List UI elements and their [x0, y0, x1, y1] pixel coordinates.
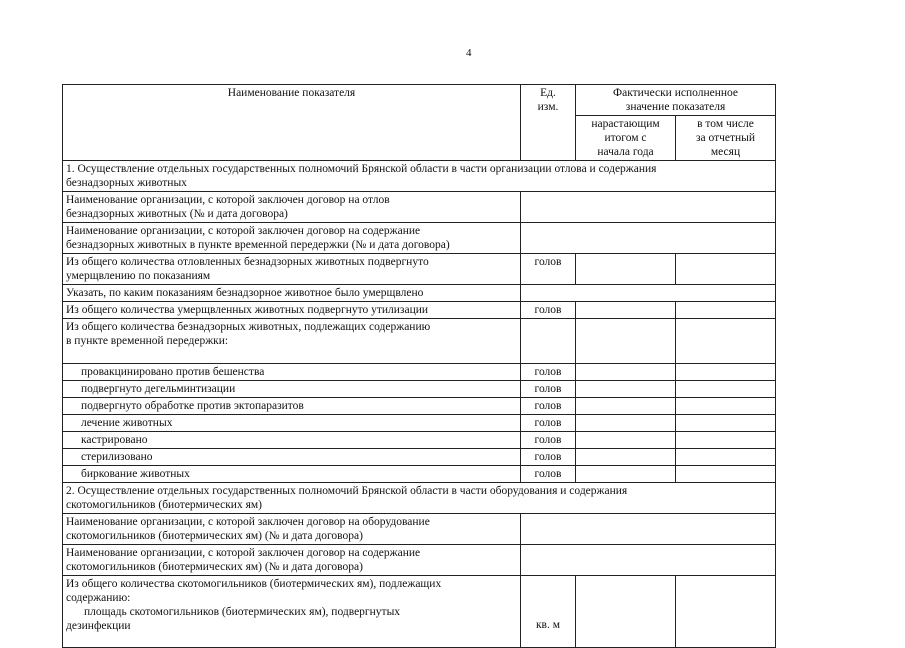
row-label-continuation: дезинфекции	[66, 620, 131, 632]
header-unit: Ед. изм.	[521, 85, 576, 161]
unit-cell: голов	[521, 364, 576, 381]
value-cell-month[interactable]	[676, 449, 776, 466]
value-cell-cumulative[interactable]	[576, 415, 676, 432]
value-cell-cumulative[interactable]	[576, 302, 676, 319]
value-cell[interactable]	[521, 514, 776, 545]
row-label: Из общего количества скотомогильников (биотермических ям), подлежащих содержанию:	[66, 578, 442, 604]
value-cell-month[interactable]	[676, 466, 776, 483]
header-cumulative: нарастающим итогом с начала года	[576, 116, 676, 161]
value-cell-cumulative[interactable]	[576, 381, 676, 398]
row-label: Из общего количества безнадзорных животных, подлежащих содержанию в пункте временной передержки:	[63, 319, 521, 364]
value-cell-month[interactable]	[676, 319, 776, 364]
section-2-title: 2. Осуществление отдельных государственных полномочий Брянской области в части оборудования и содержания скотомогильников (биотермических ям)	[63, 483, 776, 514]
value-cell-month[interactable]	[676, 364, 776, 381]
row-label: Наименование организации, с которой заключен договор на содержание безнадзорных животных в пункте временной передержки (№ и дата договора)	[63, 223, 521, 254]
value-cell-month[interactable]	[676, 415, 776, 432]
section-1-title: 1. Осуществление отдельных государственных полномочий Брянской области в части организации отлова и содержания безнадзорных животных	[63, 161, 776, 192]
value-cell[interactable]	[521, 545, 776, 576]
value-cell[interactable]	[521, 192, 776, 223]
value-cell-month[interactable]	[676, 254, 776, 285]
row-label: Наименование организации, с которой заключен договор на отлов безнадзорных животных (№ и дата договора)	[63, 192, 521, 223]
value-cell-month[interactable]	[676, 432, 776, 449]
header-indicator-name: Наименование показателя	[63, 85, 521, 161]
row-label: провакцинировано против бешенства	[63, 364, 521, 381]
value-cell-cumulative[interactable]	[576, 319, 676, 364]
page-number: 4	[466, 47, 472, 59]
header-reporting-month: в том числе за отчетный месяц	[676, 116, 776, 161]
value-cell-month[interactable]	[676, 576, 776, 648]
value-cell-cumulative[interactable]	[576, 254, 676, 285]
value-cell-cumulative[interactable]	[576, 449, 676, 466]
unit-cell: голов	[521, 432, 576, 449]
unit-cell: голов	[521, 302, 576, 319]
value-cell-month[interactable]	[676, 381, 776, 398]
unit-cell: голов	[521, 466, 576, 483]
unit-cell	[521, 319, 576, 364]
unit-cell: голов	[521, 254, 576, 285]
header-actual-value: Фактически исполненное значение показателя	[576, 85, 776, 116]
value-cell-month[interactable]	[676, 302, 776, 319]
report-table	[62, 84, 776, 648]
unit-cell: голов	[521, 381, 576, 398]
row-label: площадь скотомогильников (биотермических ям), подвергнутых	[84, 606, 401, 618]
unit-cell: голов	[521, 449, 576, 466]
row-label: кастрировано	[63, 432, 521, 449]
row-label: подвергнуто обработке против эктопаразитов	[63, 398, 521, 415]
unit-cell: голов	[521, 415, 576, 432]
row-label: Из общего количества умерщвленных животных подвергнуто утилизации	[63, 302, 521, 319]
value-cell[interactable]	[521, 223, 776, 254]
value-cell-month[interactable]	[676, 398, 776, 415]
row-label: Наименование организации, с которой заключен договор на оборудование скотомогильников (биотермических ям) (№ и дата договора)	[63, 514, 521, 545]
row-label: подвергнуто дегельминтизации	[63, 381, 521, 398]
row-label: биркование животных	[63, 466, 521, 483]
row-label: Из общего количества отловленных безнадзорных животных подвергнуто умерщвлению по показаниям	[63, 254, 521, 285]
row-label: стерилизовано	[63, 449, 521, 466]
unit-cell: голов	[521, 398, 576, 415]
value-cell-cumulative[interactable]	[576, 398, 676, 415]
row-label: лечение животных	[63, 415, 521, 432]
row-label: Указать, по каким показаниям безнадзорное животное было умерщвлено	[63, 285, 521, 302]
row-label-group	[63, 576, 521, 648]
value-cell-cumulative[interactable]	[576, 432, 676, 449]
value-cell[interactable]	[521, 285, 776, 302]
value-cell-cumulative[interactable]	[576, 576, 676, 648]
unit-cell: кв. м	[521, 576, 576, 648]
value-cell-cumulative[interactable]	[576, 364, 676, 381]
row-label: Наименование организации, с которой заключен договор на содержание скотомогильников (биотермических ям) (№ и дата договора)	[63, 545, 521, 576]
value-cell-cumulative[interactable]	[576, 466, 676, 483]
